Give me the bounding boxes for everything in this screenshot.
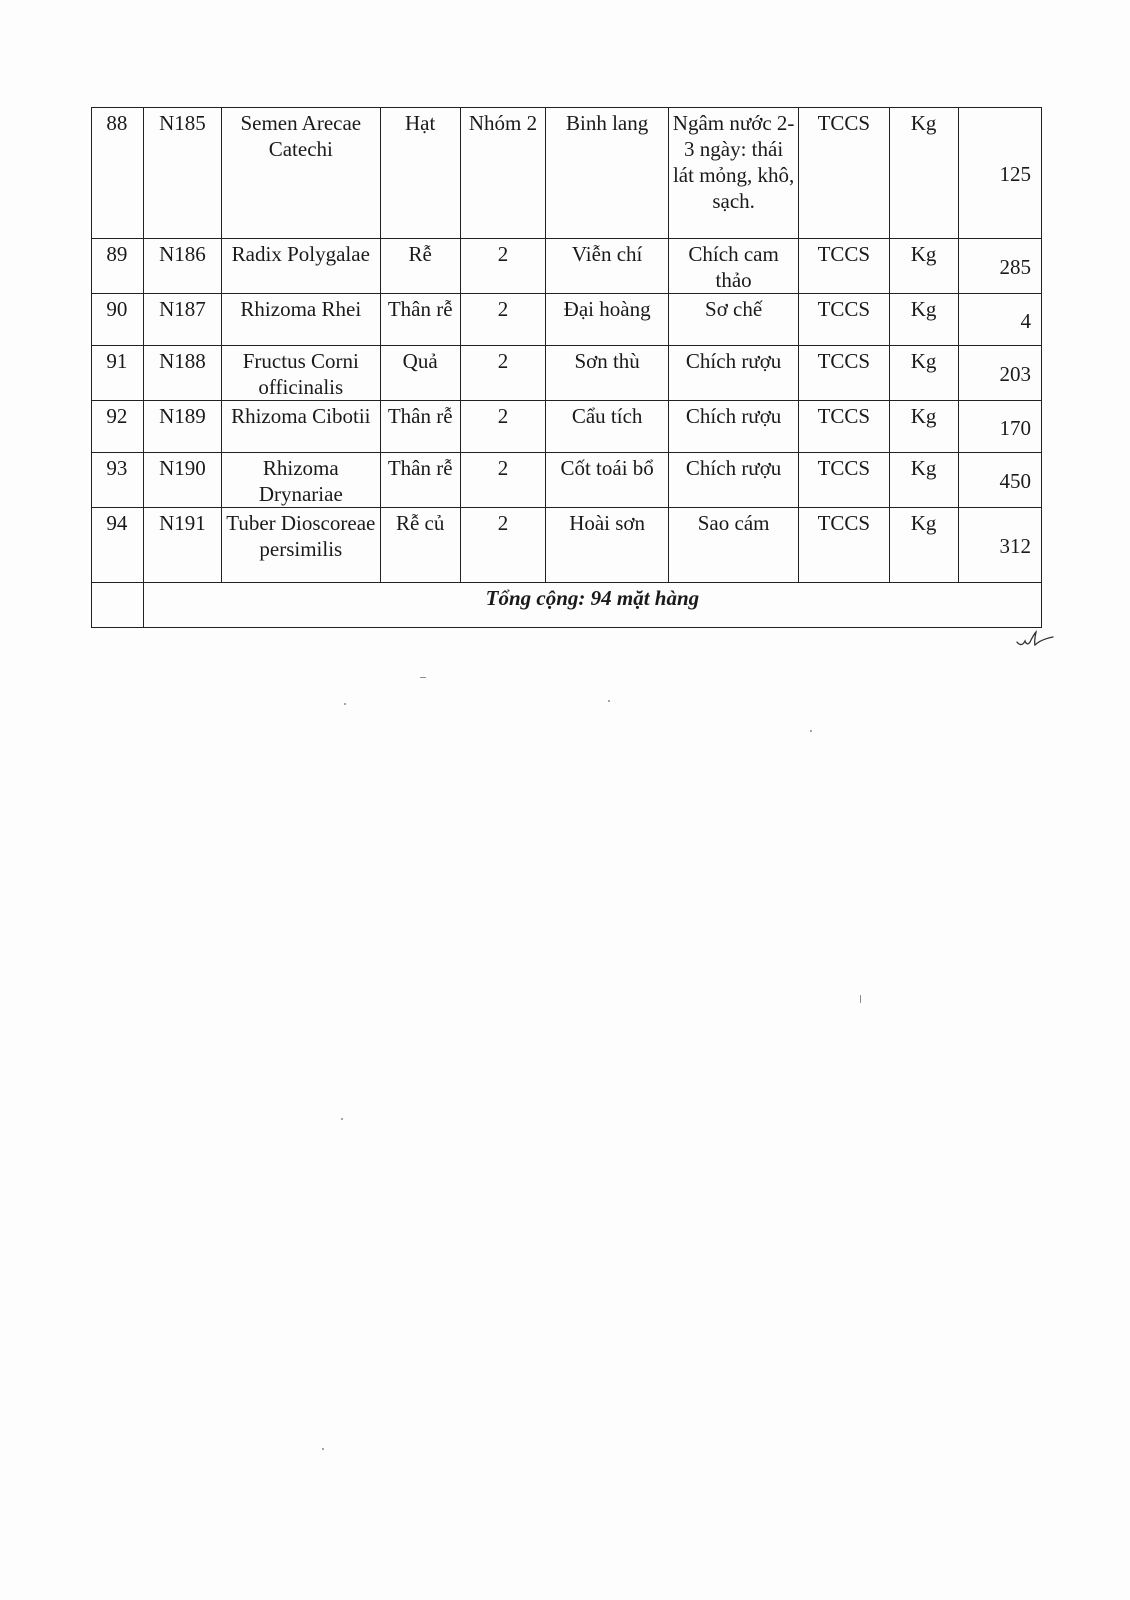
- processing-method: Chích rượu: [669, 453, 799, 508]
- processing-method: Chích rượu: [669, 401, 799, 453]
- scan-speck: [322, 1448, 324, 1450]
- latin-name: Tuber Dioscoreae persimilis: [222, 508, 381, 583]
- quantity: 450: [958, 453, 1041, 508]
- processing-method: Chích rượu: [669, 346, 799, 401]
- row-number: 92: [92, 401, 144, 453]
- group: Nhóm 2: [460, 108, 545, 239]
- group: 2: [460, 508, 545, 583]
- table-row: [92, 508, 1042, 583]
- latin-name: Rhizoma Cibotii: [222, 401, 381, 453]
- unit: Kg: [889, 508, 958, 583]
- scan-speck: [608, 700, 610, 702]
- standard: TCCS: [799, 453, 889, 508]
- unit: Kg: [889, 346, 958, 401]
- latin-name: Fructus Corni officinalis: [222, 346, 381, 401]
- quantity: 170: [958, 401, 1041, 453]
- latin-name: Radix Polygalae: [222, 239, 381, 294]
- scan-speck: [860, 995, 861, 1003]
- item-code: N185: [143, 108, 221, 239]
- group: 2: [460, 453, 545, 508]
- part-used: Thân rễ: [380, 401, 460, 453]
- standard: TCCS: [799, 108, 889, 239]
- vietnamese-name: Cốt toái bổ: [546, 453, 669, 508]
- latin-name: Semen Arecae Catechi: [222, 108, 381, 239]
- table-row: [92, 401, 1042, 453]
- latin-name: Rhizoma Rhei: [222, 294, 381, 346]
- group: 2: [460, 401, 545, 453]
- group: 2: [460, 294, 545, 346]
- part-used: Rễ: [380, 239, 460, 294]
- quantity: 285: [958, 239, 1041, 294]
- latin-name: Rhizoma Drynariae: [222, 453, 381, 508]
- quantity: 125: [958, 108, 1041, 239]
- group: 2: [460, 346, 545, 401]
- group: 2: [460, 239, 545, 294]
- total-row: [92, 583, 1042, 628]
- processing-method: Chích cam thảo: [669, 239, 799, 294]
- item-code: N187: [143, 294, 221, 346]
- unit: Kg: [889, 294, 958, 346]
- standard: TCCS: [799, 239, 889, 294]
- standard: TCCS: [799, 508, 889, 583]
- processing-method: Ngâm nước 2-3 ngày: thái lát mỏng, khô, sạch.: [669, 108, 799, 239]
- quantity: 312: [958, 508, 1041, 583]
- part-used: Thân rễ: [380, 294, 460, 346]
- standard: TCCS: [799, 346, 889, 401]
- item-code: N189: [143, 401, 221, 453]
- part-used: Hạt: [380, 108, 460, 239]
- scan-speck: [341, 1118, 343, 1120]
- item-code: N190: [143, 453, 221, 508]
- table-row: [92, 294, 1042, 346]
- table-row: [92, 108, 1042, 239]
- unit: Kg: [889, 108, 958, 239]
- row-number: 93: [92, 453, 144, 508]
- item-code: N191: [143, 508, 221, 583]
- scan-speck: [420, 677, 426, 678]
- row-number: 91: [92, 346, 144, 401]
- row-number: 90: [92, 294, 144, 346]
- part-used: Quả: [380, 346, 460, 401]
- standard: TCCS: [799, 401, 889, 453]
- vietnamese-name: Viễn chí: [546, 239, 669, 294]
- vietnamese-name: Sơn thù: [546, 346, 669, 401]
- table-row: [92, 346, 1042, 401]
- vietnamese-name: Hoài sơn: [546, 508, 669, 583]
- part-used: Rễ củ: [380, 508, 460, 583]
- quantity: 4: [958, 294, 1041, 346]
- initials-signature: [1015, 628, 1055, 650]
- unit: Kg: [889, 239, 958, 294]
- table-row: [92, 453, 1042, 508]
- row-number: 88: [92, 108, 144, 239]
- vietnamese-name: Cẩu tích: [546, 401, 669, 453]
- item-code: N188: [143, 346, 221, 401]
- total-label: Tổng cộng: 94 mặt hàng: [143, 583, 1041, 628]
- quantity: 203: [958, 346, 1041, 401]
- scan-speck: [810, 730, 812, 732]
- table-row: [92, 239, 1042, 294]
- item-code: N186: [143, 239, 221, 294]
- standard: TCCS: [799, 294, 889, 346]
- unit: Kg: [889, 401, 958, 453]
- vietnamese-name: Binh lang: [546, 108, 669, 239]
- row-number: 89: [92, 239, 144, 294]
- row-number: 94: [92, 508, 144, 583]
- vietnamese-name: Đại hoàng: [546, 294, 669, 346]
- processing-method: Sơ chế: [669, 294, 799, 346]
- processing-method: Sao cám: [669, 508, 799, 583]
- unit: Kg: [889, 453, 958, 508]
- herbal-medicine-table: [91, 107, 1042, 628]
- scan-speck: [344, 703, 346, 705]
- total-empty-cell: [92, 583, 144, 628]
- part-used: Thân rễ: [380, 453, 460, 508]
